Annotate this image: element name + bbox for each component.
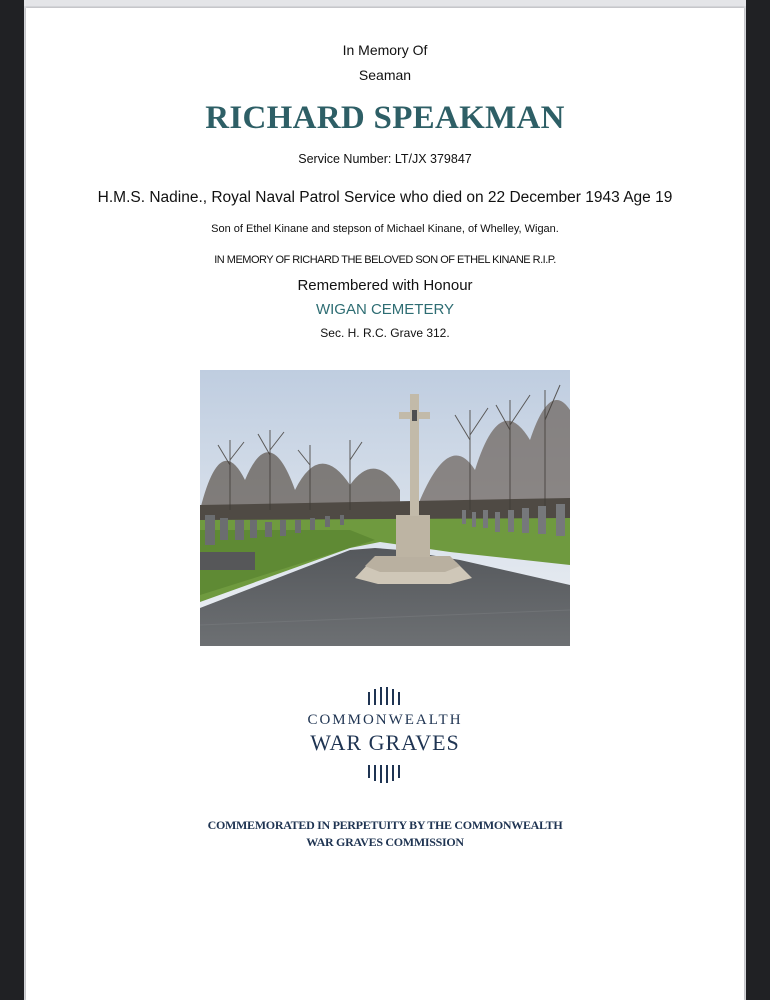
family-details: Son of Ethel Kinane and stepson of Michael Kinane, of Whelley, Wigan. xyxy=(211,223,559,235)
logo-text-war-graves: WAR GRAVES xyxy=(310,730,460,755)
logo-bars-top-icon xyxy=(280,686,490,706)
remembered-with-honour: Remembered with Honour xyxy=(297,277,473,294)
unit-and-death-details: H.M.S. Nadine., Royal Naval Patrol Service who died on 22 December 1943 Age 19 xyxy=(97,189,673,206)
grave-reference: Sec. H. R.C. Grave 312. xyxy=(320,326,450,340)
certificate-page xyxy=(26,8,744,1000)
casualty-name: RICHARD SPEAKMAN xyxy=(205,100,565,136)
viewer-right-border xyxy=(746,0,770,1000)
viewer-left-border xyxy=(0,0,24,1000)
rank: Seaman xyxy=(358,67,412,83)
logo-text-commonwealth: COMMONWEALTH xyxy=(307,712,463,728)
headstone-inscription: IN MEMORY OF RICHARD THE BELOVED SON OF ETHEL KINANE R.I.P. xyxy=(214,254,556,266)
service-number: Service Number: LT/JX 379847 xyxy=(298,152,472,166)
viewer-top-edge xyxy=(0,0,770,6)
footer-line-1: COMMEMORATED IN PERPETUITY BY THE COMMONWEALTH xyxy=(207,818,563,832)
in-memory-of: In Memory Of xyxy=(342,42,428,58)
cemetery-photo xyxy=(200,370,570,646)
cemetery-name: WIGAN CEMETERY xyxy=(315,301,455,318)
logo-bars-bottom-icon xyxy=(280,764,490,784)
cwgc-logo xyxy=(280,678,490,788)
footer-line-2: WAR GRAVES COMMISSION xyxy=(306,835,464,849)
